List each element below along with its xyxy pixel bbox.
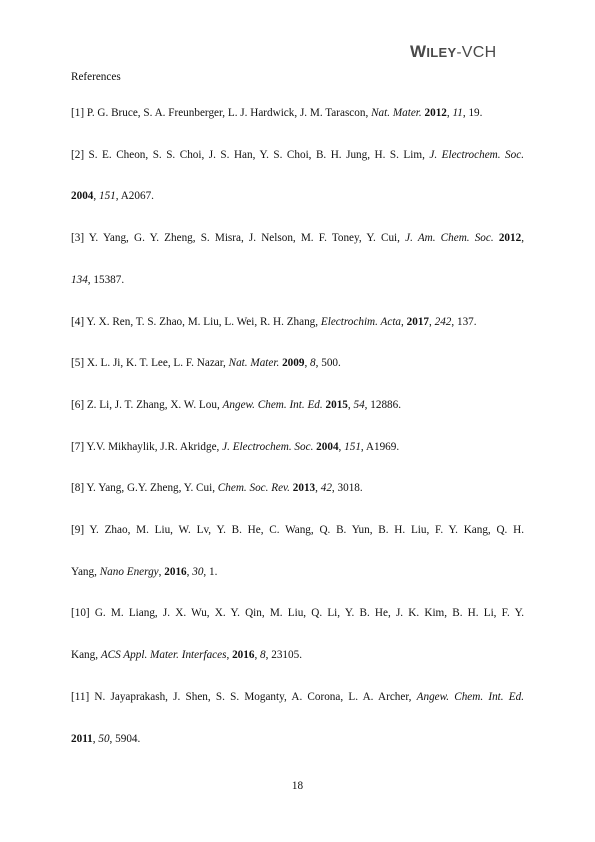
reference-text: [9] Y. Zhao, M. Liu, W. Lv, Y. B. He, C. Wang, Q. B. Yun, B. H. Liu, F. Y. Kang, Q. H. bbox=[71, 524, 524, 536]
reference-text: , bbox=[521, 232, 524, 244]
reference-text: , bbox=[315, 482, 321, 494]
reference-text: , 3018. bbox=[331, 482, 363, 494]
reference-10-line-1 bbox=[71, 606, 524, 620]
reference-3-line-1 bbox=[71, 231, 524, 245]
reference-text: [1] P. G. Bruce, S. A. Freunberger, L. J. Hardwick, J. M. Tarascon, bbox=[71, 107, 372, 119]
reference-text: [8] Y. Yang, G.Y. Zheng, Y. Cui, bbox=[71, 482, 218, 494]
reference-8-line-1 bbox=[71, 481, 524, 495]
reference-text: 2016 bbox=[164, 566, 187, 578]
reference-text: 30 bbox=[192, 566, 204, 578]
reference-text: , A2067. bbox=[115, 190, 154, 202]
reference-text: Yang, bbox=[71, 566, 100, 578]
logo-iley: ILEY bbox=[426, 45, 457, 60]
reference-text: , bbox=[401, 316, 407, 328]
reference-9-line-1 bbox=[71, 523, 524, 537]
reference-text: , 12886. bbox=[364, 399, 402, 411]
reference-text: 42 bbox=[320, 482, 332, 494]
reference-text: 11 bbox=[452, 107, 463, 119]
reference-text: , bbox=[254, 649, 261, 661]
reference-text: , bbox=[93, 190, 99, 202]
reference-text: Angew. Chem. Int. Ed. bbox=[416, 691, 524, 703]
reference-text: , 500. bbox=[315, 357, 341, 369]
reference-text: , bbox=[446, 107, 453, 119]
reference-6-line-1 bbox=[71, 398, 524, 412]
reference-text: 54 bbox=[353, 399, 365, 411]
reference-text: , A1969. bbox=[360, 441, 400, 453]
reference-10-line-2 bbox=[71, 648, 524, 662]
reference-text: , bbox=[429, 316, 435, 328]
reference-text: [3] Y. Yang, G. Y. Zheng, S. Misra, J. Nelson, M. F. Toney, Y. Cui, bbox=[71, 232, 406, 244]
reference-text: 2012 bbox=[498, 232, 522, 244]
reference-text: 151 bbox=[98, 190, 116, 202]
logo-vch: VCH bbox=[461, 44, 497, 61]
reference-text: 151 bbox=[344, 441, 361, 453]
reference-text: [2] S. E. Cheon, S. S. Choi, J. S. Han, Y. S. Choi, B. H. Jung, H. S. Lim, bbox=[71, 149, 430, 161]
wiley-vch-logo bbox=[410, 42, 496, 62]
reference-3-line-2 bbox=[71, 273, 524, 287]
reference-text: 2009 bbox=[282, 357, 305, 369]
reference-4-line-1 bbox=[71, 315, 524, 329]
page-number: 18 bbox=[291, 780, 304, 792]
reference-text: ACS Appl. Mater. Interfaces bbox=[100, 649, 227, 661]
reference-text: [5] X. L. Ji, K. T. Lee, L. F. Nazar, bbox=[71, 357, 229, 369]
reference-text: Angew. Chem. Int. Ed. bbox=[222, 399, 323, 411]
reference-text: 2011 bbox=[71, 733, 93, 745]
reference-text: , bbox=[304, 357, 311, 369]
reference-text: , 1. bbox=[203, 566, 218, 578]
reference-text: , 137. bbox=[451, 316, 477, 328]
references-heading: References bbox=[71, 71, 121, 83]
reference-text: , bbox=[158, 566, 165, 578]
reference-text: 2015 bbox=[325, 399, 348, 411]
reference-text: 242 bbox=[434, 316, 452, 328]
reference-text: Nat. Mater. bbox=[228, 357, 280, 369]
reference-text: Chem. Soc. Rev. bbox=[217, 482, 290, 494]
reference-text: 2004 bbox=[71, 190, 94, 202]
reference-text: 50 bbox=[98, 733, 110, 745]
reference-text: 2013 bbox=[292, 482, 316, 494]
reference-11-line-2 bbox=[71, 732, 524, 746]
reference-9-line-2 bbox=[71, 565, 524, 579]
reference-text: , bbox=[347, 399, 354, 411]
reference-text: 2004 bbox=[316, 441, 339, 453]
reference-text: 134 bbox=[71, 274, 88, 286]
reference-text: 8 bbox=[310, 357, 316, 369]
reference-text: 2017 bbox=[406, 316, 429, 328]
reference-text: , bbox=[92, 733, 99, 745]
reference-text: 8 bbox=[260, 649, 266, 661]
reference-2-line-2 bbox=[71, 189, 524, 203]
reference-text: [4] Y. X. Ren, T. S. Zhao, M. Liu, L. Wei, R. H. Zhang, bbox=[71, 316, 321, 328]
reference-text: Kang, bbox=[71, 649, 101, 661]
reference-text: , bbox=[338, 441, 345, 453]
reference-text: [10] G. M. Liang, J. X. Wu, X. Y. Qin, M. Liu, Q. Li, Y. B. He, J. K. Kim, B. H. Li, F. Y. bbox=[71, 607, 524, 619]
reference-text: J. Electrochem. Soc. bbox=[429, 149, 524, 161]
reference-text: Electrochim. Acta bbox=[320, 316, 402, 328]
reference-text: , 23105. bbox=[265, 649, 302, 661]
reference-text: , bbox=[186, 566, 193, 578]
logo-dash: - bbox=[456, 44, 462, 61]
reference-text: Nano Energy bbox=[99, 566, 159, 578]
logo-w: W bbox=[410, 42, 427, 61]
reference-text: 2016 bbox=[232, 649, 255, 661]
reference-11-line-1 bbox=[71, 690, 524, 704]
reference-text: [7] Y.V. Mikhaylik, J.R. Akridge, bbox=[71, 441, 223, 453]
reference-7-line-1 bbox=[71, 440, 524, 454]
reference-text: , 5904. bbox=[109, 733, 141, 745]
reference-text: , 19. bbox=[462, 107, 483, 119]
reference-text: 2012 bbox=[424, 107, 447, 119]
reference-text: J. Am. Chem. Soc. bbox=[405, 232, 494, 244]
reference-text: Nat. Mater. bbox=[371, 107, 422, 119]
reference-5-line-1 bbox=[71, 356, 524, 370]
reference-2-line-1 bbox=[71, 148, 524, 162]
reference-text: [11] N. Jayaprakash, J. Shen, S. S. Moganty, A. Corona, L. A. Archer, bbox=[71, 691, 417, 703]
reference-text: J. Electrochem. Soc. bbox=[222, 441, 314, 453]
reference-text: , bbox=[226, 649, 233, 661]
reference-text: [6] Z. Li, J. T. Zhang, X. W. Lou, bbox=[71, 399, 223, 411]
reference-text: , 15387. bbox=[87, 274, 125, 286]
reference-1-line-1 bbox=[71, 106, 524, 120]
